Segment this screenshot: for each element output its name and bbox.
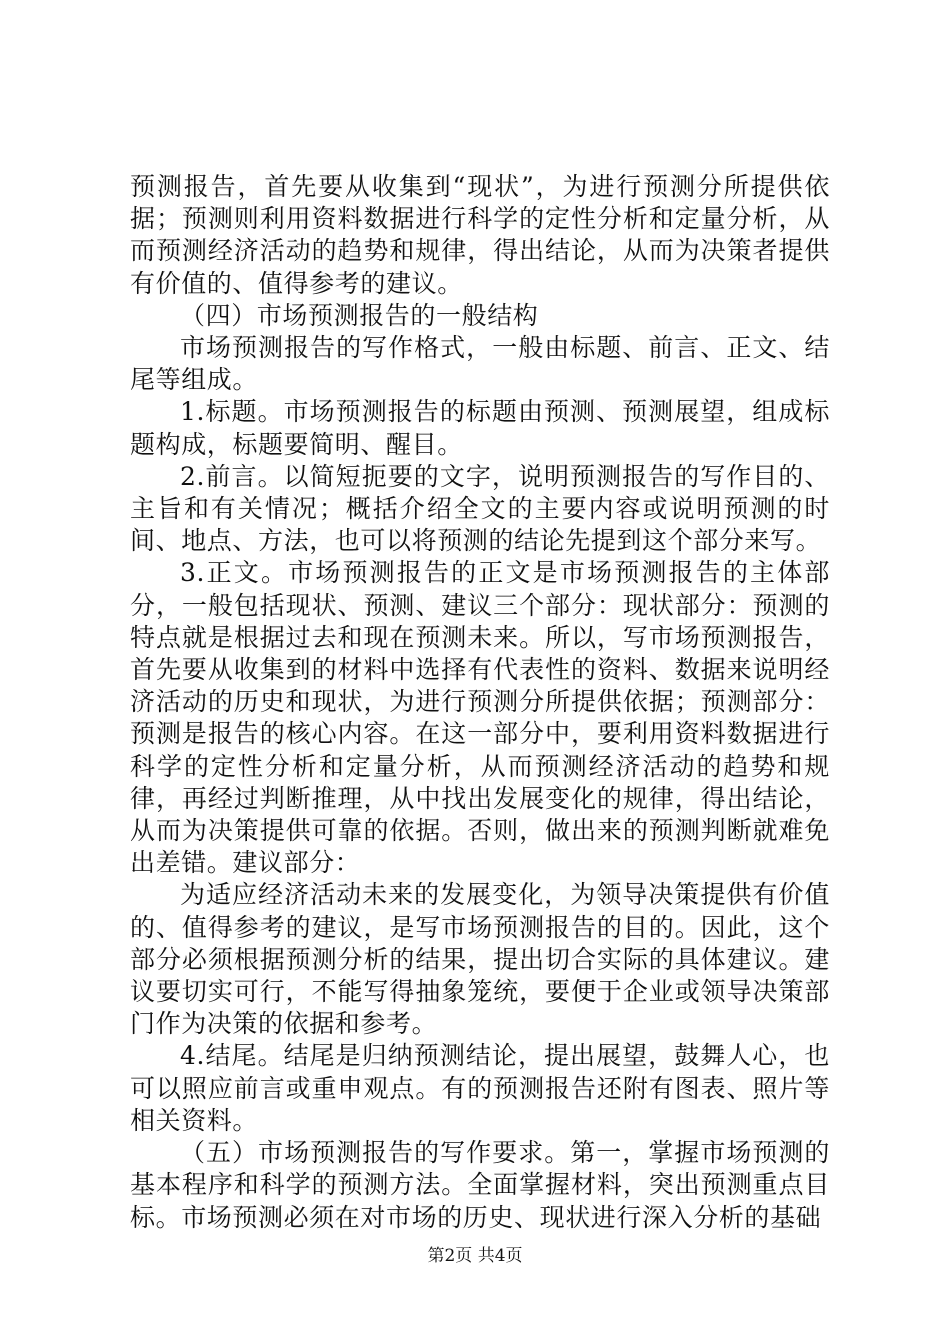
section-heading-structure: （四）市场预测报告的一般结构 (180, 300, 539, 330)
paragraph-requirements: （五）市场预测报告的写作要求。第一，掌握市场预测的基本程序和科学的预测方法。全面掌握材料，突出预测重点目标。市场预测必须在对市场的历史、现状进行深入分析的基础 (130, 1138, 830, 1232)
paragraph-preface: 2.前言。以简短扼要的文字，说明预测报告的写作目的、主旨和有关情况；概括介绍全文的主要内容或说明预测的时间、地点、方法，也可以将预测的结论先提到这个部分来写。 (130, 461, 830, 556)
paragraph-ending: 4.结尾。结尾是归纳预测结论，提出展望，鼓舞人心，也可以照应前言或重申观点。有的预测报告还附有图表、照片等相关资料。 (130, 1041, 830, 1135)
paragraph-suggestions: 为适应经济活动未来的发展变化，为领导决策提供有价值的、值得参考的建议，是写市场预测报告的目的。因此，这个部分必须根据预测分析的结果，提出切合实际的具体建议。建议要切实可行，不能写得抽象笼统，要便于企业或领导决策部门作为决策的依据和参考。 (130, 880, 830, 1039)
paragraph-main-body: 3.正文。市场预测报告的正文是市场预测报告的主体部分，一般包括现状、预测、建议三个部分：现状部分：预测的特点就是根据过去和现在预测未来。所以，写市场预测报告，首先要从收集到的材料中选择有代表性的资料、数据来说明经济活动的历史和现状，为进行预测分所提供依据；预测部分：预测是报告的核心内容。在这一部分中，要利用资料数据进行科学的定性分析和定量分析，从而预测经济活动的趋势和规律，再经过判断推理，从中找出发展变化的规律，得出结论，从而为决策提供可靠的依据。否则，做出来的预测判断就难免出差错。建议部分： (130, 558, 830, 878)
page-number-footer: 第2页 共4页 (427, 1246, 523, 1266)
document-body (130, 171, 830, 1234)
paragraph-intro-continued: 预测报告，首先要从收集到“现状”，为进行预测分所提供依据；预测则利用资料数据进行科学的定性分析和定量分析，从而预测经济活动的趋势和规律，得出结论，从而为决策者提供有价值的、值得参考的建议。 (130, 172, 830, 298)
paragraph-format: 市场预测报告的写作格式，一般由标题、前言、正文、结尾等组成。 (130, 333, 830, 395)
paragraph-title: 1.标题。市场预测报告的标题由预测、预测展望，组成标题构成，标题要简明、醒目。 (130, 397, 830, 459)
